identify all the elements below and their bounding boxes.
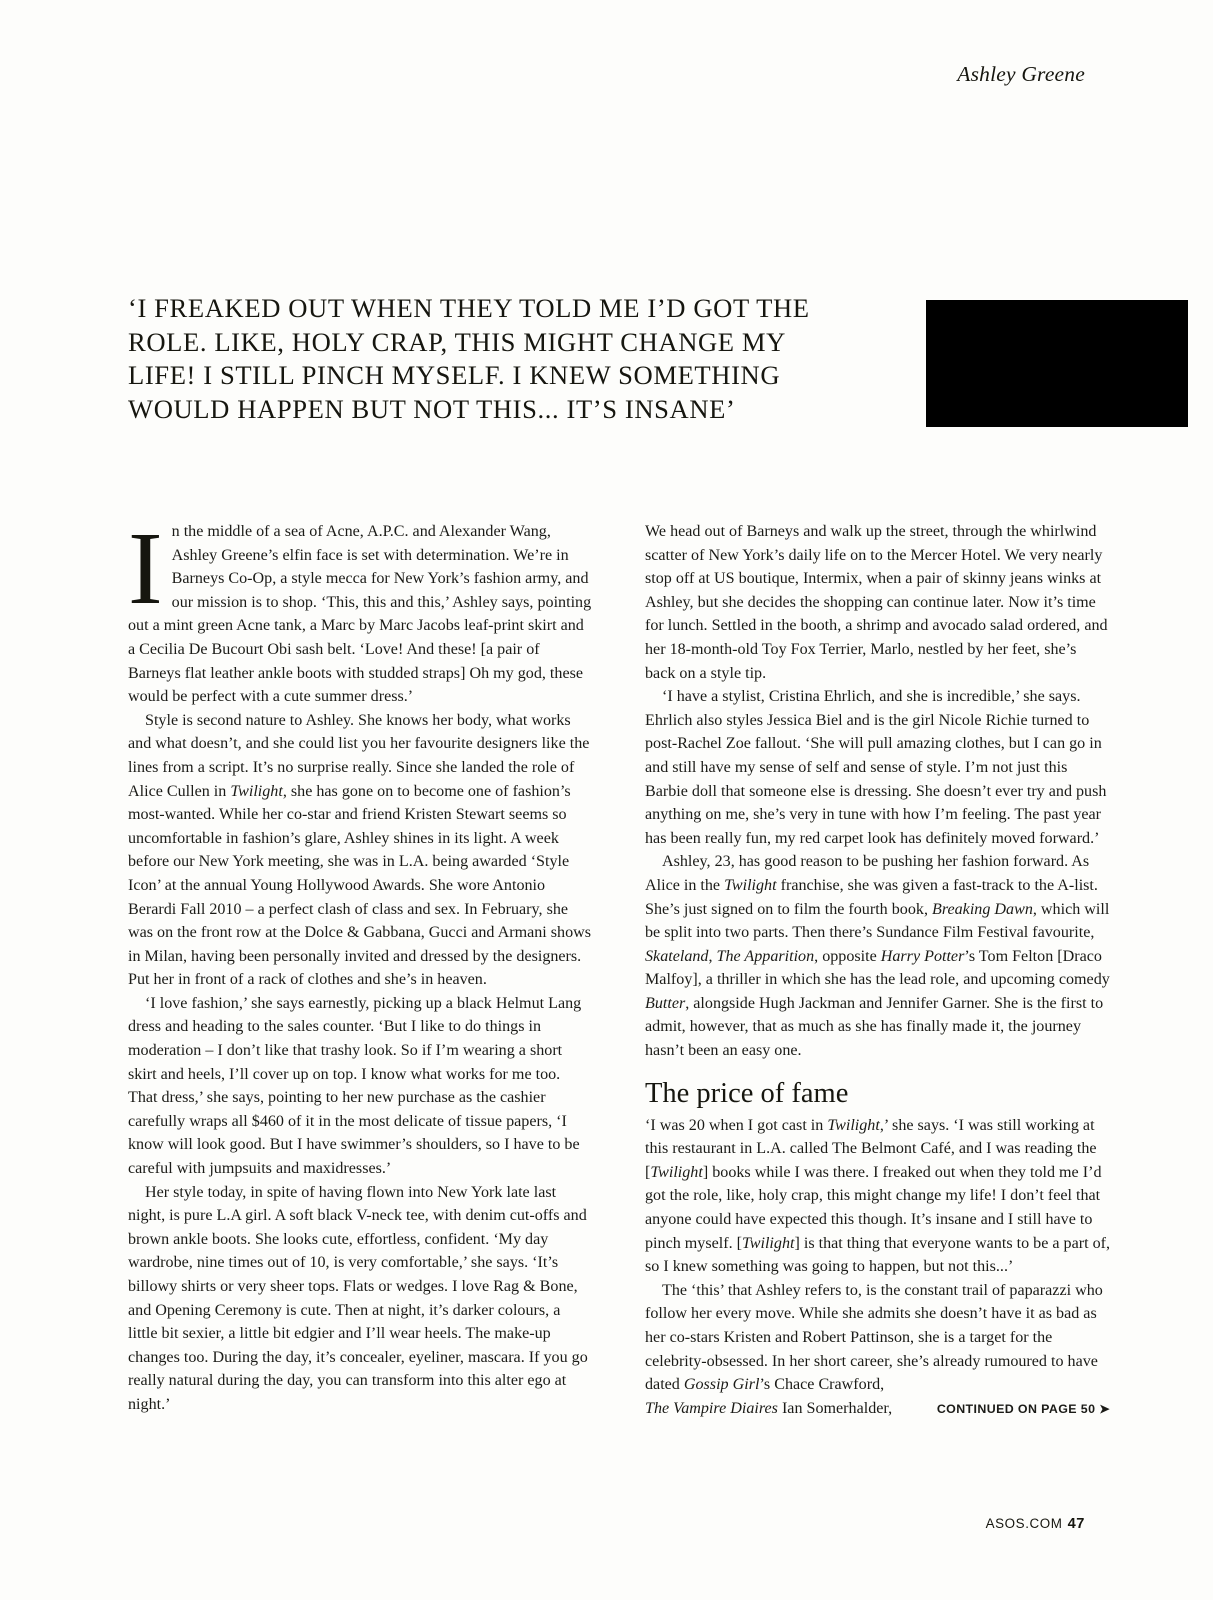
- paragraph-9-part-b: ’s Chace Crawford,: [759, 1376, 885, 1394]
- paragraph-9-part-a: The ‘this’ that Ashley refers to, is the constant trail of paparazzi who follow her every move. While she admits she doesn’t have it as bad as her co-stars Kristen and Robert Pattinson, she is a target for the celebrity-obsessed. In her short career, she’s already rumoured to have dated: [645, 1281, 1103, 1394]
- page-footer: [986, 1516, 1085, 1532]
- continued-on-page-link[interactable]: CONTINUED ON PAGE 50 ➤: [936, 1401, 1110, 1416]
- section-subhead: The price of fame: [645, 1077, 849, 1109]
- paragraph-2: [128, 709, 593, 992]
- paragraph-1: [128, 511, 593, 709]
- title-twilight-3: Twilight: [827, 1116, 880, 1134]
- left-column: [128, 511, 593, 1421]
- title-twilight-4: Twilight: [650, 1163, 703, 1181]
- title-gossip-girl: Gossip Girl: [683, 1376, 760, 1394]
- right-column: [645, 520, 1110, 1421]
- paragraph-2-part-a: Style is second nature to Ashley. She knows her body, what works and what doesn’t, and she could list you her favourite designers like the lines from a script. It’s no surprise really. Since she landed the role of Alice Cullen in: [128, 711, 590, 800]
- paragraph-8-part-d: ] is that thing that everyone wants to be a part of, so I knew something was going to happen, but not this...’: [645, 1234, 1111, 1276]
- pull-quote-line-1: ‘I FREAKED OUT WHEN THEY TOLD ME I’D GOT THE: [128, 293, 810, 323]
- title-twilight-5: Twilight: [742, 1234, 795, 1252]
- title-skateland: Skateland: [645, 947, 709, 965]
- pull-quote: [128, 292, 918, 426]
- paragraph-3: ‘I love fashion,’ she says earnestly, picking up a black Helmut Lang dress and heading to the sales counter. ‘But I like to do things in moderation – I don’t like that trashy look. So if I’m wearing a short skirt and heels, I’ll cover up on top. I know what works for me too. That dress,’ she says, pointing to her new purchase as the cashier carefully wraps all $460 of it in the most delicate of tissue papers, ‘I know will look good. But I have swimmer’s shoulders, so I have to be careful with jumpsuits and maxidresses.’: [128, 994, 582, 1178]
- title-the-vampire-diaries: The Vampire Diaires: [645, 1399, 778, 1417]
- paragraph-7-part-e: , opposite: [814, 947, 881, 965]
- pull-quote-line-4: WOULD HAPPEN BUT NOT THIS... IT’S INSANE’: [128, 393, 736, 424]
- paragraph-8-part-c: ] books while I was there. I freaked out when they told me I’d got the role, like, holy crap, this might change my life! I don’t feel that anyone could have expected this though. It’s insane and I still have to pinch myself. [: [645, 1163, 1102, 1252]
- title-the-apparition: The Apparition: [716, 947, 815, 965]
- paragraph-2-part-b: , she has gone on to become one of fashion’s most-wanted. While her co-star and friend Kristen Stewart seems so uncomfortable in fashion’s glare, Ashley shines in its light. A week before our New York meeting, she was in L.A. being awarded ‘Style Icon’ at the annual Young Hollywood Awards. She wore Antonio Berardi Fall 2010 – a perfect clash of class and sex. In February, she was on the front row at the Dolce & Gabbana, Gucci and Armani shows in Milan, having been personally invited and dressed by the designers. Put her in front of a rack of clothes and she’s in heaven.: [128, 782, 592, 989]
- last-line-row: [645, 1397, 1110, 1422]
- paragraph-8: [645, 1114, 1110, 1279]
- paragraph-6: ‘I have a stylist, Cristina Ehrlich, and she is incredible,’ she says. Ehrlich also styles Jessica Biel and is the girl Nicole Richie turned to post-Rachel Zoe fallout. ‘She will pull amazing clothes, but I can go in and still have my sense of self and sense of style. I’m not just this Barbie doll that someone else is dressing. She doesn’t ever try and push anything on me, she’s very in tune with how I’m feeling. The past year has been really fun, my red carpet look has definitely moved forward.’: [645, 688, 1107, 847]
- paragraph-9-last-line: [645, 1397, 892, 1421]
- footer-page-number: 47: [1067, 1516, 1085, 1532]
- running-head: Ashley Greene: [957, 62, 1085, 86]
- paragraph-1-text: n the middle of a sea of Acne, A.P.C. and Alexander Wang, Ashley Greene’s elfin face is set with determination. We’re in Barneys Co-Op, a style mecca for New York’s fashion army, and our mission is to shop. ‘This, this and this,’ Ashley says, pointing out a mint green Acne tank, a Marc by Marc Jacobs leaf-print skirt and a Cecilia De Bucourt Obi sash belt. ‘Love! And these! [a pair of Barneys flat leather ankle boots with studded straps] Oh my god, these would be perfect with a cute summer dress.’: [128, 523, 592, 706]
- paragraph-7-part-b: franchise, she was given a fast-track to the A-list. She’s just signed on to film the fourth book,: [645, 876, 1098, 918]
- article-body: [128, 511, 1188, 1421]
- paragraph-7-part-d: ,: [708, 947, 717, 965]
- footer-site: ASOS.COM: [985, 1516, 1063, 1531]
- paragraph-5: We head out of Barneys and walk up the street, through the whirlwind scatter of New York’s daily life on to the Mercer Hotel. We very nearly stop off at US boutique, Intermix, when a pair of skinny jeans winks at Ashley, but she decides the shopping can continue later. Now it’s time for lunch. Settled in the booth, a shrimp and avocado salad ordered, and her 18-month-old Toy Fox Terrier, Marlo, nestled by her feet, she’s back on a style tip.: [645, 523, 1108, 682]
- paragraph-7: [645, 850, 1110, 1062]
- black-decorative-block: [926, 300, 1188, 427]
- pull-quote-line-3: LIFE! I STILL PINCH MYSELF. I KNEW SOMETHING: [128, 360, 781, 390]
- drop-cap: I: [128, 511, 163, 626]
- title-butter: Butter: [645, 994, 686, 1012]
- title-twilight-2: Twilight: [724, 876, 777, 894]
- title-breaking-dawn: Breaking Dawn: [932, 900, 1033, 918]
- title-harry-potter: Harry Potter: [880, 947, 965, 965]
- pull-quote-line-2: ROLE. LIKE, HOLY CRAP, THIS MIGHT CHANGE MY: [128, 326, 786, 357]
- paragraph-7-part-a: Ashley, 23, has good reason to be pushing her fashion forward. As Alice in the: [645, 853, 1090, 894]
- paragraph-7-part-c: , which will be split into two parts. Then there’s Sundance Film Festival favourite,: [645, 900, 1110, 942]
- title-twilight: Twilight: [230, 782, 283, 800]
- paragraph-7-part-g: , alongside Hugh Jackman and Jennifer Garner. She is the first to admit, however, that as much as she has finally made it, the journey hasn’t been an easy one.: [645, 994, 1104, 1060]
- paragraph-9: [645, 1279, 1110, 1397]
- paragraph-8-part-a: ‘I was 20 when I got cast in: [645, 1116, 828, 1134]
- paragraph-7-part-f: ’s Tom Felton [Draco Malfoy], a thriller in which she has the lead role, and upcoming comedy: [645, 947, 1110, 989]
- paragraph-8-part-b: ,’ she says. ‘I was still working at this restaurant in L.A. called The Belmont Café, and I was reading the [: [645, 1116, 1097, 1181]
- paragraph-9-part-c: Ian Somerhalder,: [777, 1399, 893, 1417]
- paragraph-4: Her style today, in spite of having flown into New York late last night, is pure L.A girl. A soft black V-neck tee, with denim cut-offs and brown ankle boots. She looks cute, effortless, confident. ‘My day wardrobe, nine times out of 10, is very comfortable,’ she says. ‘It’s billowy shirts or very sheer tops. Flats or wedges. I love Rag & Bone, and Opening Ceremony is cute. Then at night, it’s darker colours, a little bit sexier, a little bit edgier and I’ll wear heels. The make-up changes too. During the day, it’s concealer, eyeliner, mascara. If you go really natural during the day, you can transform into this alter ego at night.’: [128, 1183, 588, 1413]
